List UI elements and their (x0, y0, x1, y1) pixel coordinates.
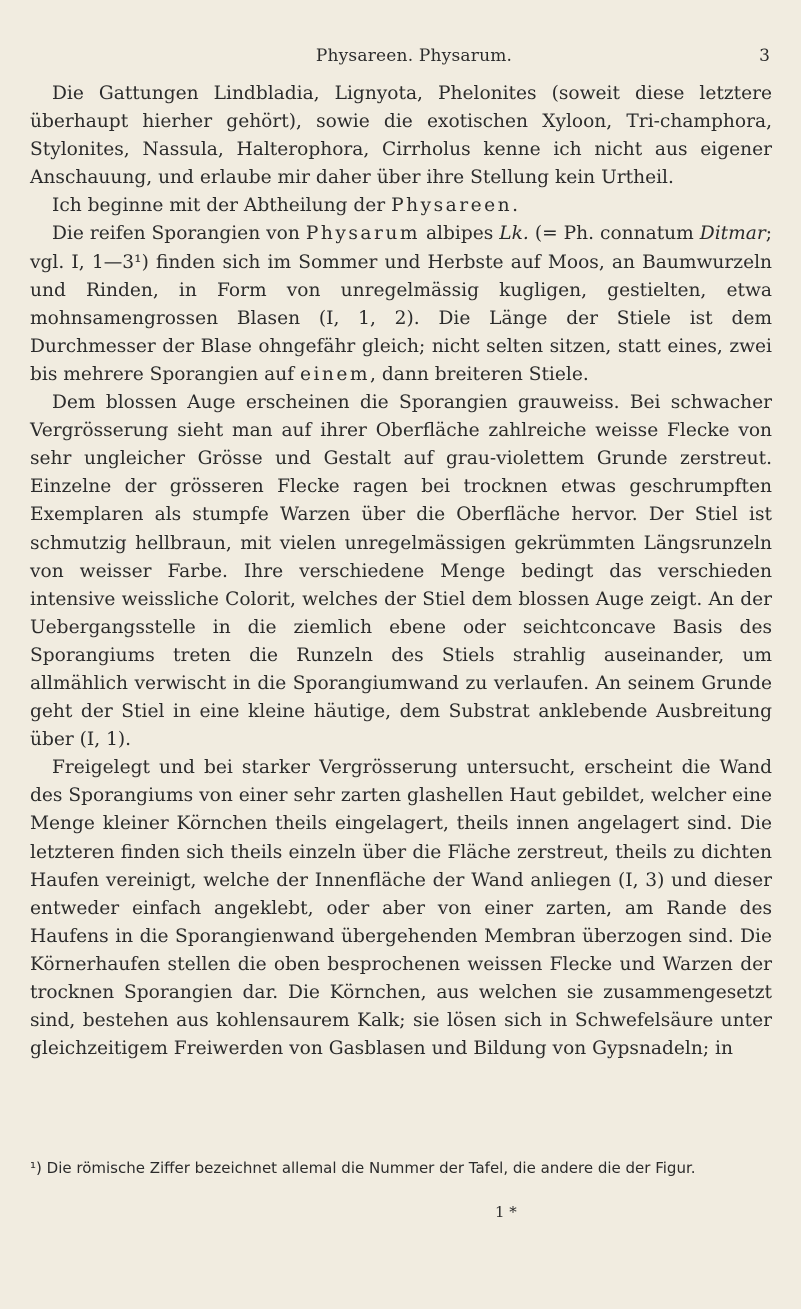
running-header (58, 45, 770, 67)
paragraph-text: Freigelegt und bei starker Vergrösserung untersucht, erscheint die Wand des Sporangiums von einer sehr zarten glashellen Haut gebildet, welcher eine Menge kleiner Körnchen theils eingelagert, theils innen angelagert sind. Die letzteren finden sich theils einzeln über die Fläche zerstreut, theils zu dichten Haufen vereinigt, welche der Innenfläche der Wand anliegen (I, 3) und dieser entweder einfach angeklebt, oder aber von einer zarten, am Rande des Haufens in die Sporangienwand übergehenden Membran überzogen sind. Die Körnerhaufen stellen die oben besprochenen weissen Flecke und Warzen der trocknen Sporangien dar. Die Körnchen, aus welchen sie zusammengesetzt sind, bestehen aus kohlensaurem Kalk; sie lösen sich in Schwefelsäure unter gleichzeitigem Freiwerden von Gasblasen und Bildung von Gypsnadeln; in (30, 757, 772, 1060)
paragraph (30, 389, 772, 754)
emphasized-word: einem (299, 363, 371, 385)
running-title: Physareen. Physarum. (315, 46, 513, 66)
footnote-marker: ¹) (30, 1159, 42, 1177)
paragraph-text: Dem blossen Auge erscheinen die Sporangien grauweiss. Bei schwacher Vergrösserung sieht man auf ihrer Oberfläche zahlreiche weisse Flecke von sehr ungleicher Grösse und Gestalt auf grau-violettem Grunde zerstreut. Einzelne der grösseren Flecke ragen bei trocknen etwas geschrumpften Exemplaren als stumpfe Warzen über die Oberfläche hervor. Der Stiel ist schmutzig hellbraun, mit vielen unregelmässigen gekrümmten Längsrunzeln von weisser Farbe. Ihre verschiedene Menge bedingt das verschieden intensive weissliche Colorit, welches der Stiel dem blossen Auge zeigt. An der Uebergangsstelle in die ziemlich ebene oder seichtconcave Basis des Sporangiums treten die Runzeln des Stiels strahlig auseinander, um allmählich verwischt in die Sporangiumwand zu verlaufen. An seinem Grunde geht der Stiel in eine kleine häutige, dem Substrat anklebende Ausbreitung über (I, 1). (30, 392, 772, 751)
paragraph-text: . (512, 195, 518, 217)
emphasized-term: Physareen (391, 195, 513, 217)
paragraph (30, 80, 772, 192)
paragraph-text: ; vgl. I, 1—3 (30, 223, 772, 273)
paragraph-text: (= Ph. connatum (528, 223, 700, 245)
author-name: Ditmar (699, 223, 766, 245)
page-number: 3 (759, 46, 770, 66)
signature-mark: 1 * (495, 1203, 517, 1221)
paragraph-text: Ich beginne mit der Abtheilung der (52, 195, 392, 217)
paragraph-text: Die Gattungen Lindbladia, Lignyota, Phelonites (soweit diese letztere überhaupt hierher gehört), sowie die exotischen Xyloon, Tri-champhora, Stylonites, Nassula, Halterophora, Cirrholus kenne ich nicht aus eigener Anschauung, und erlaube mir daher über ihre Stellung kein Urtheil. (30, 83, 772, 189)
paragraph-text: ) finden sich im Sommer und Herbste auf Moos, an Baumwurzeln und Rinden, in Form von unregelmässig kugligen, gestielten, etwa mohnsamengrossen Blasen (I, 1, 2). Die Länge der Stiele ist dem Durchmesser der Blase ohngefähr gleich; nicht selten sitzen, statt eines, zwei bis mehrere Sporangien auf (30, 251, 772, 385)
footnote-reference: ¹ (134, 251, 142, 273)
paragraph (30, 754, 772, 1063)
author-abbreviation: Lk. (499, 223, 529, 245)
body-text (30, 80, 772, 1063)
paragraph-text: Die reifen Sporangien von (52, 223, 306, 245)
genus-name: Physarum (305, 223, 420, 245)
footnote (30, 1157, 772, 1179)
paragraph (30, 220, 772, 389)
paragraph (30, 192, 772, 220)
paragraph-text: , dann breiteren Stiele. (370, 363, 589, 385)
footnote-text: Die römische Ziffer bezeichnet allemal die Nummer der Tafel, die andere die der Figur. (41, 1159, 696, 1177)
paragraph-text: albipes (419, 223, 500, 245)
